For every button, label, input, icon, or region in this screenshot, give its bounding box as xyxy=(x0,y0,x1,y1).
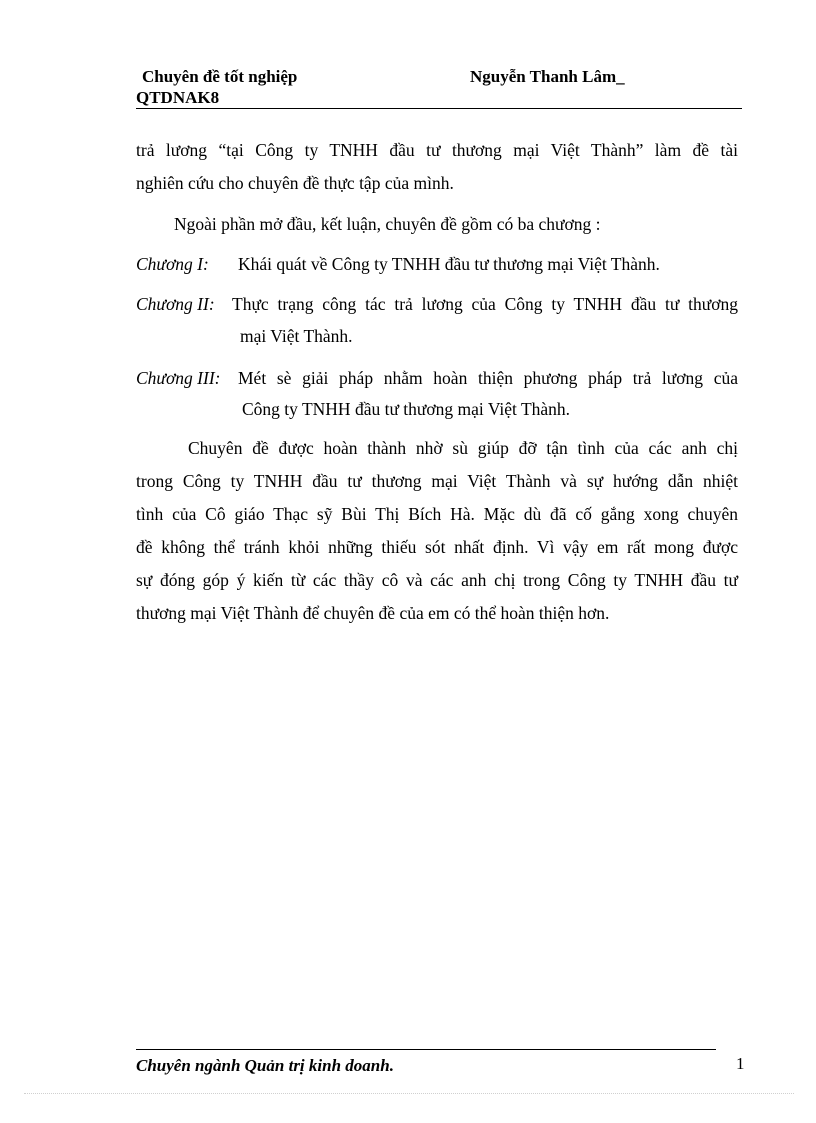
chapter-2 xyxy=(136,294,215,315)
body-line: nghiên cứu cho chuyên đề thực tập của mình. xyxy=(136,173,454,193)
body-paragraph-line: tình của Cô giáo Thạc sỹ Bùi Thị Bích Hà. Mặc dù đã cố gắng xong chuyên xyxy=(136,504,738,524)
chapter-1-text: Khái quát về Công ty TNHH đầu tư thương mại Việt Thành. xyxy=(238,254,660,274)
footer-rule xyxy=(136,1049,716,1050)
page-edge-divider xyxy=(24,1093,794,1094)
chapter-2-text: Thực trạng công tác trả lương của Công ty TNHH đầu tư thương xyxy=(232,294,738,314)
body-line: trả lương “tại Công ty TNHH đầu tư thương mại Việt Thành” làm đề tài xyxy=(136,140,738,160)
chapter-2-text-cont: mại Việt Thành. xyxy=(240,326,353,346)
footer-major: Chuyên ngành Quản trị kinh doanh. xyxy=(136,1056,394,1075)
page-number: 1 xyxy=(736,1054,745,1073)
chapter-1-label: Chương I: xyxy=(136,254,209,274)
body-paragraph-line: đề không thể tránh khỏi những thiếu sót nhất định. Vì vậy em rất mong được xyxy=(136,537,738,557)
chapter-1 xyxy=(136,254,209,275)
header-title: Chuyên đề tốt nghiệp xyxy=(142,67,298,86)
body-paragraph-line: trong Công ty TNHH đầu tư thương mại Việt Thành và sự hướng dẫn nhiệt xyxy=(136,471,738,491)
chapter-3-label: Chương III: xyxy=(136,368,221,388)
chapters-intro: Ngoài phần mở đầu, kết luận, chuyên đề gồm có ba chương : xyxy=(174,214,601,234)
chapter-3-text-cont: Công ty TNHH đầu tư thương mại Việt Thành. xyxy=(242,399,571,419)
header-class: QTDNAK8 xyxy=(136,88,220,107)
chapter-3 xyxy=(136,368,221,389)
body-paragraph-line: Chuyên đề được hoàn thành nhờ sù giúp đỡ tận tình của các anh chị xyxy=(188,438,738,458)
header-author: Nguyễn Thanh Lâm_ xyxy=(470,67,625,86)
chapter-2-label: Chương II: xyxy=(136,294,215,314)
body-paragraph-line: sự đóng góp ý kiến từ các thầy cô và các anh chị trong Công ty TNHH đầu tư xyxy=(136,570,738,590)
header-rule xyxy=(136,108,742,109)
chapter-3-text: Mét sè giải pháp nhằm hoàn thiện phương pháp trả lương của xyxy=(238,368,738,388)
body-paragraph-line: thương mại Việt Thành để chuyên đề của em có thể hoàn thiện hơn. xyxy=(136,603,610,623)
